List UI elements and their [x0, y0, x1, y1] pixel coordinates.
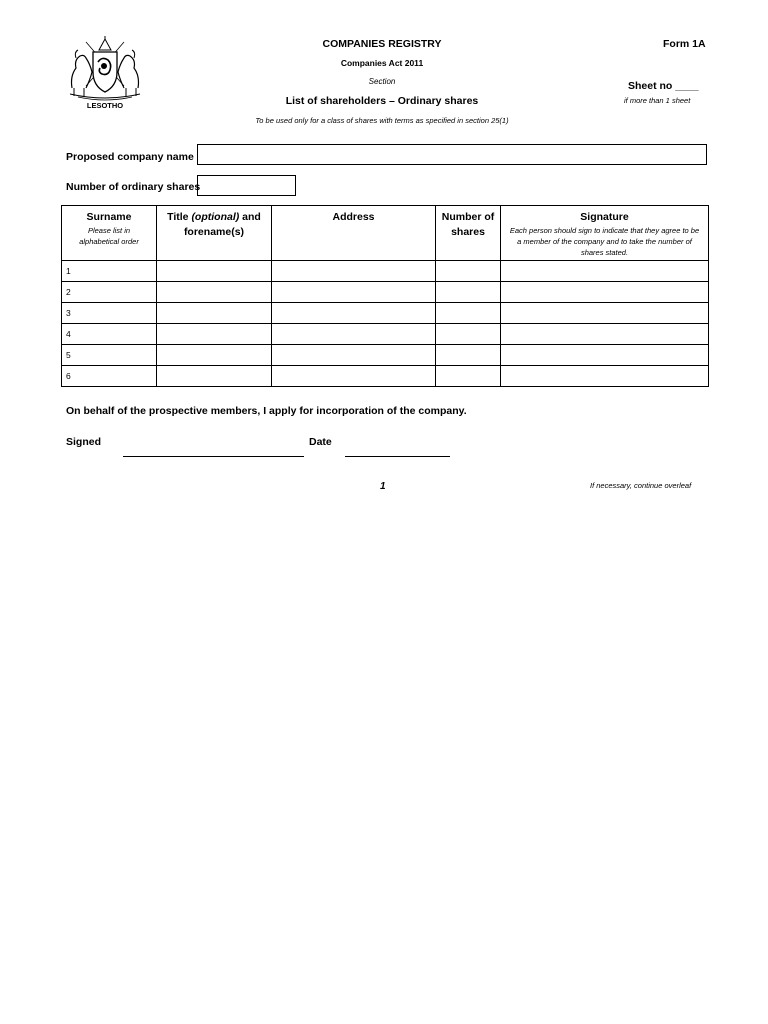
lesotho-coat-of-arms-logo	[64, 36, 146, 110]
signature-line[interactable]	[123, 456, 304, 457]
title-forename-cell[interactable]	[157, 366, 272, 387]
date-line[interactable]	[345, 456, 450, 457]
column-address	[272, 206, 436, 261]
table-row	[62, 324, 709, 345]
table-header-row	[62, 206, 709, 261]
form-title: List of shareholders – Ordinary shares	[285, 95, 479, 107]
title-forename-cell[interactable]	[157, 345, 272, 366]
address-cell[interactable]	[272, 261, 436, 282]
shares-cell[interactable]	[436, 261, 501, 282]
company-name-label: Proposed company name	[66, 151, 194, 163]
row-number: 6	[62, 366, 157, 387]
sheet-note: if more than 1 sheet	[624, 96, 691, 105]
signature-cell[interactable]	[501, 366, 709, 387]
signed-label: Signed	[66, 436, 102, 448]
surname-header: Surname	[86, 211, 132, 223]
table-row	[62, 282, 709, 303]
row-number: 5	[62, 345, 157, 366]
shares-cell[interactable]	[436, 282, 501, 303]
ordinary-shares-field[interactable]	[197, 175, 296, 196]
shares-cell[interactable]	[436, 366, 501, 387]
shares-cell[interactable]	[436, 324, 501, 345]
address-cell[interactable]	[272, 282, 436, 303]
column-signature	[501, 206, 709, 261]
signature-cell[interactable]	[501, 303, 709, 324]
row-number: 3	[62, 303, 157, 324]
form-number: Form 1A	[663, 38, 706, 50]
signature-cell[interactable]	[501, 282, 709, 303]
number-of-shares-header: Number of shares	[441, 211, 495, 238]
column-surname	[62, 206, 157, 261]
address-header: Address	[332, 211, 375, 223]
column-number-of-shares	[436, 206, 501, 261]
signature-header: Signature	[580, 211, 629, 223]
row-number: 2	[62, 282, 157, 303]
table-row	[62, 366, 709, 387]
coat-of-arms-icon	[64, 36, 146, 110]
signature-cell[interactable]	[501, 324, 709, 345]
registry-title: COMPANIES REGISTRY	[322, 38, 442, 50]
act-name: Companies Act 2011	[340, 58, 424, 68]
table-row	[62, 303, 709, 324]
title-forename-cell[interactable]	[157, 282, 272, 303]
declaration-text: On behalf of the prospective members, I apply for incorporation of the company.	[66, 405, 467, 417]
title-forename-cell[interactable]	[157, 261, 272, 282]
address-cell[interactable]	[272, 345, 436, 366]
row-number: 1	[62, 261, 157, 282]
signature-cell[interactable]	[501, 261, 709, 282]
signature-note: Each person should sign to indicate that they agree to be a member of the company and to take the number of shares stated.	[509, 226, 700, 257]
shares-cell[interactable]	[436, 303, 501, 324]
address-cell[interactable]	[272, 324, 436, 345]
section-label: Section	[368, 77, 396, 86]
company-name-field[interactable]	[197, 144, 707, 165]
address-cell[interactable]	[272, 303, 436, 324]
sheet-number: Sheet no ____	[628, 80, 699, 92]
signature-cell[interactable]	[501, 345, 709, 366]
date-label: Date	[309, 436, 332, 448]
shares-cell[interactable]	[436, 345, 501, 366]
title-forename-cell[interactable]	[157, 324, 272, 345]
usage-note: To be used only for a class of shares with terms as specified in section 25(1)	[255, 116, 509, 125]
row-number: 4	[62, 324, 157, 345]
surname-note: Please list in alphabetical order	[79, 226, 139, 246]
title-header-suffix: and forename(s)	[183, 211, 261, 238]
title-header-prefix: Title	[167, 211, 192, 223]
shareholder-table	[61, 205, 709, 387]
title-forename-header	[157, 206, 271, 240]
table-row	[62, 345, 709, 366]
title-forename-cell[interactable]	[157, 303, 272, 324]
ordinary-shares-label: Number of ordinary shares	[66, 181, 201, 193]
page-number: 1	[380, 481, 386, 492]
emblem-label: LESOTHO	[86, 101, 124, 110]
title-header-optional: (optional)	[191, 211, 240, 223]
table-row	[62, 261, 709, 282]
continue-note: If necessary, continue overleaf	[590, 481, 692, 490]
address-cell[interactable]	[272, 366, 436, 387]
column-title-forename	[157, 206, 272, 261]
